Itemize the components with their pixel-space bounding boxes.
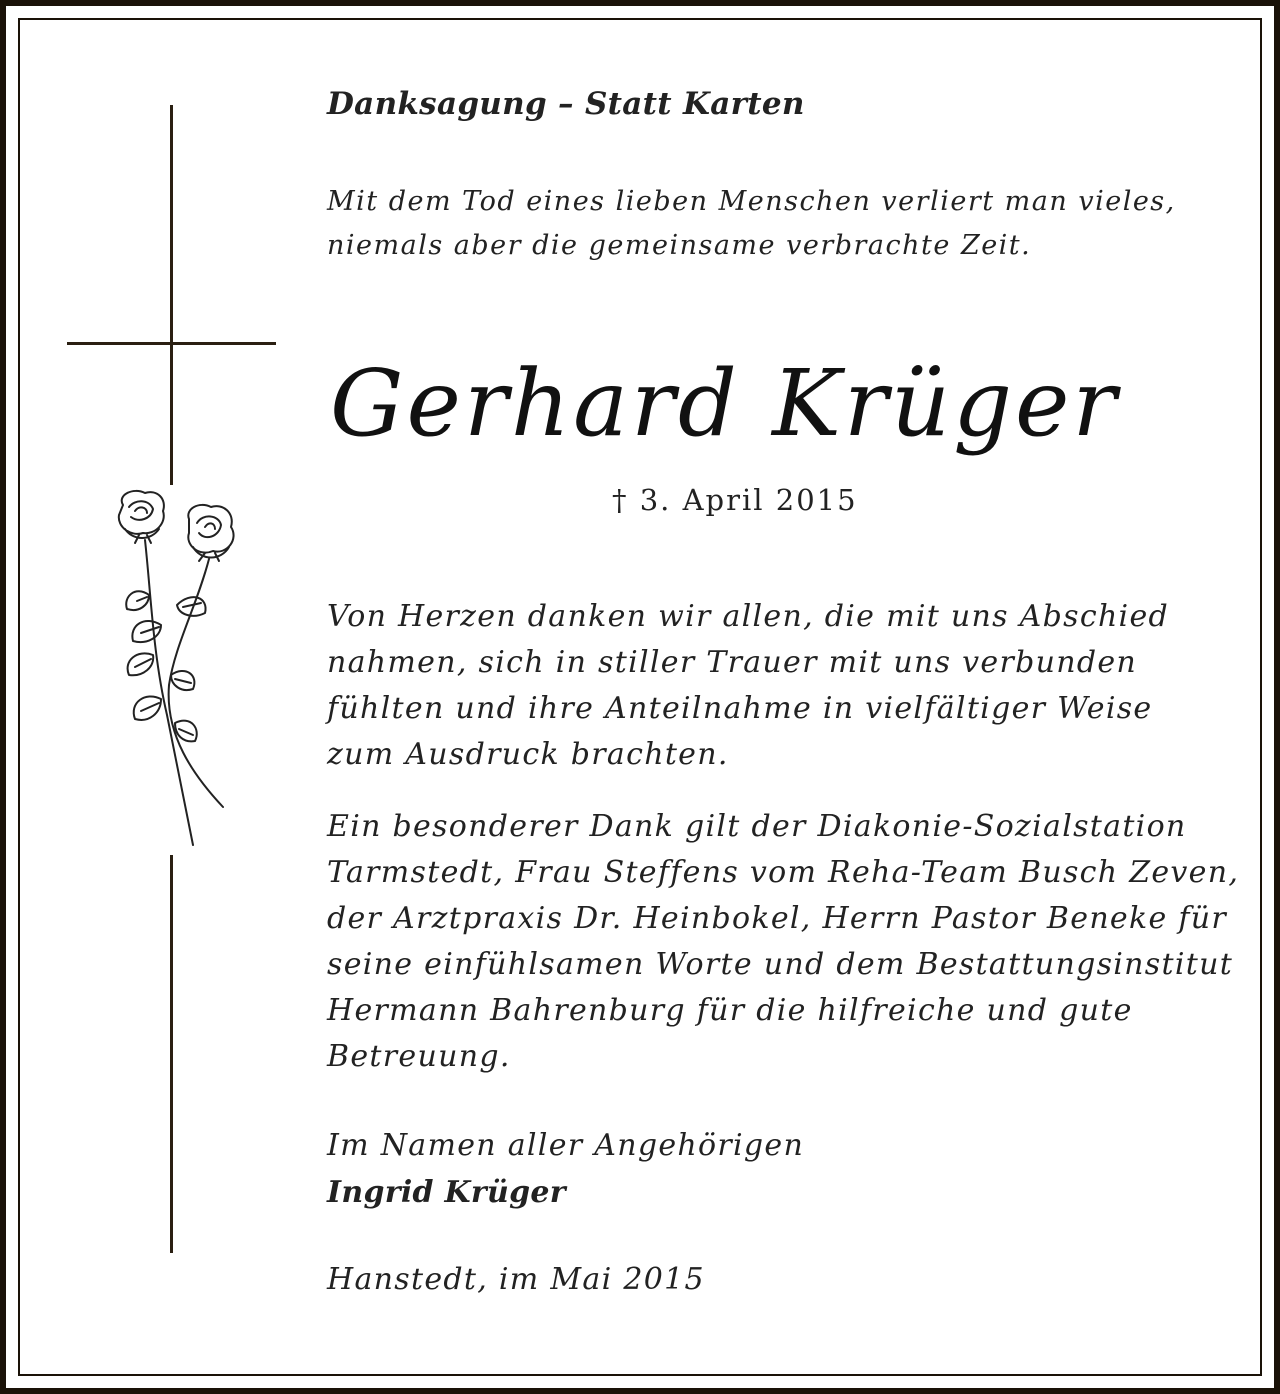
paragraph-line: Ein besonderer Dank gilt der Diakonie-Sozialstation — [327, 809, 1187, 844]
signer-name: Ingrid Krüger — [327, 1175, 566, 1210]
paragraph-line: Von Herzen danken wir allen, die mit uns Abschied — [327, 599, 1170, 634]
paragraph-line: der Arztpraxis Dr. Heinbokel, Herrn Pastor Beneke für — [327, 901, 1228, 936]
paragraph-line: fühlten und ihre Anteilnahme in vielfältiger Weise — [327, 691, 1153, 726]
paragraph-line: seine einfühlsamen Worte und dem Bestattungsinstitut — [327, 947, 1234, 982]
thanks-paragraph — [327, 594, 1169, 778]
quote-line: niemals aber die gemeinsame verbrachte Zeit. — [327, 230, 1032, 261]
death-date: † 3. April 2015 — [612, 483, 858, 517]
paragraph-line: Tarmstedt, Frau Steffens vom Reha-Team Busch Zeven, — [327, 855, 1240, 890]
paragraph-line: nahmen, sich in stiller Trauer mit uns verbunden — [327, 645, 1138, 680]
memorial-quote — [327, 180, 1176, 268]
paragraph-line: zum Ausdruck brachten. — [327, 737, 729, 772]
roses-icon — [105, 485, 255, 855]
deceased-name: Gerhard Krüger — [330, 350, 1120, 457]
cross-horizontal-bar — [67, 342, 276, 345]
paragraph-line: Betreuung. — [327, 1039, 511, 1074]
closing-line: Im Namen aller Angehörigen — [327, 1128, 805, 1163]
quote-line: Mit dem Tod eines lieben Menschen verliert man vieles, — [327, 186, 1176, 217]
notice-heading: Danksagung – Statt Karten — [327, 86, 805, 122]
special-thanks-paragraph — [327, 804, 1239, 1080]
paragraph-line: Hermann Bahrenburg für die hilfreiche und gute — [327, 993, 1133, 1028]
place-date: Hanstedt, im Mai 2015 — [327, 1262, 705, 1297]
